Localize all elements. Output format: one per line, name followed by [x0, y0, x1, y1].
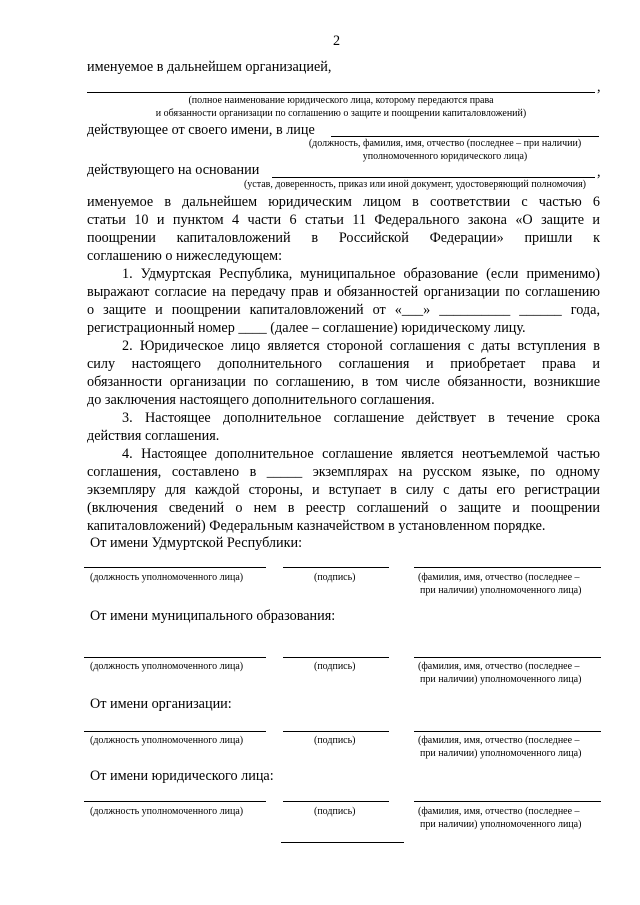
name-caption-1: (фамилия, имя, отчество (последнее – — [418, 661, 580, 672]
org-name-note-2: и обязанности организации по соглашению о защите и поощрении капиталовложений) — [155, 108, 527, 119]
acting-basis-line: действующего на основании — [87, 162, 260, 178]
paragraph-1-line: о защите и поощрении капиталовложений от «___» __________ ______ года, — [87, 302, 600, 318]
paragraph-4-line: (включения сведений о нем в реестр соглашений о защите и поощрении — [87, 500, 600, 516]
paragraph-4-line: соглашения, составлено в _____ экземплярах на русском языке, по одному — [87, 464, 600, 480]
acting-in-person-line: действующее от своего имени, в лице — [87, 122, 315, 138]
signature-line — [283, 657, 389, 658]
name-caption-1: (фамилия, имя, отчество (последнее – — [418, 806, 580, 817]
signature-title-municipality: От имени муниципального образования: — [90, 608, 336, 624]
paragraph-2-line: силу настоящего дополнительного соглашения и приобретает права и — [87, 356, 600, 372]
paragraph-4-line: 4. Настоящее дополнительное соглашение является неотъемлемой частью — [122, 446, 600, 462]
intro-line: именуемое в дальнейшем юридическим лицом в соответствии с частью 6 — [87, 194, 600, 210]
signature-caption: (подпись) — [314, 735, 356, 746]
closing-separator — [281, 842, 404, 843]
signature-title-legal-entity: От имени юридического лица: — [90, 768, 274, 784]
position-caption: (должность уполномоченного лица) — [90, 661, 244, 672]
name-caption-1: (фамилия, имя, отчество (последнее – — [418, 735, 580, 746]
person-note-1: (должность, фамилия, имя, отчество (последнее – при наличии) — [308, 138, 582, 149]
named-org-line: именуемое в дальнейшем организацией, — [87, 59, 332, 75]
signature-line — [283, 731, 389, 732]
basis-note: (устав, доверенность, приказ или иной документ, удостоверяющий полномочия) — [243, 179, 587, 190]
paragraph-3-line: действия соглашения. — [87, 428, 220, 444]
intro-line: соглашению о нижеследующем: — [87, 248, 283, 264]
name-caption-2: при наличии) уполномоченного лица) — [420, 674, 582, 685]
position-line — [84, 567, 266, 568]
position-caption: (должность уполномоченного лица) — [90, 735, 244, 746]
paragraph-4-line: капиталовложений) Федеральным казначейством в установленном порядке. — [87, 518, 546, 534]
name-line — [414, 657, 601, 658]
page-number: 2 — [333, 33, 341, 49]
signature-caption: (подпись) — [314, 572, 356, 583]
position-caption: (должность уполномоченного лица) — [90, 572, 244, 583]
basis-fill-line — [272, 177, 595, 178]
name-caption-1: (фамилия, имя, отчество (последнее – — [418, 572, 580, 583]
paragraph-2-line: обязанности организации по соглашению, в том числе обязанности, возникшие — [87, 374, 600, 390]
intro-line: статьи 10 и пунктом 4 части 6 статьи 11 Федерального закона «О защите и — [87, 212, 600, 228]
intro-line: поощрении капиталовложений в Российской Федерации» пришли к — [87, 230, 600, 246]
paragraph-1-line: выражают согласие на передачу прав и обязанностей организации по соглашению — [87, 284, 600, 300]
person-fill-line — [331, 136, 599, 137]
signature-line — [283, 801, 389, 802]
trailing-comma: , — [597, 79, 601, 95]
paragraph-1-line: регистрационный номер ____ (далее – соглашение) юридическому лицу. — [87, 320, 526, 336]
name-line — [414, 801, 601, 802]
name-line — [414, 567, 601, 568]
signature-caption: (подпись) — [314, 806, 356, 817]
signature-title-organization: От имени организации: — [90, 696, 232, 712]
signature-caption: (подпись) — [314, 661, 356, 672]
paragraph-4-line: экземпляру для каждой стороны, и вступает в силу с даты его регистрации — [87, 482, 600, 498]
paragraph-2-line: 2. Юридическое лицо является стороной соглашения с даты вступления в — [122, 338, 600, 354]
position-line — [84, 657, 266, 658]
name-caption-2: при наличии) уполномоченного лица) — [420, 748, 582, 759]
position-caption: (должность уполномоченного лица) — [90, 806, 244, 817]
basis-trailing-comma: , — [597, 164, 601, 180]
org-name-fill-line — [87, 92, 595, 93]
name-caption-2: при наличии) уполномоченного лица) — [420, 819, 582, 830]
name-caption-2: при наличии) уполномоченного лица) — [420, 585, 582, 596]
name-line — [414, 731, 601, 732]
signature-line — [283, 567, 389, 568]
person-note-2: уполномоченного юридического лица) — [362, 151, 528, 162]
paragraph-1-line: 1. Удмуртская Республика, муниципальное образование (если применимо) — [122, 266, 600, 282]
paragraph-3-line: 3. Настоящее дополнительное соглашение действует в течение срока — [122, 410, 600, 426]
position-line — [84, 801, 266, 802]
paragraph-2-line: до заключения настоящего дополнительного соглашения. — [87, 392, 435, 408]
signature-title-republic: От имени Удмуртской Республики: — [90, 535, 303, 551]
position-line — [84, 731, 266, 732]
org-name-note-1: (полное наименование юридического лица, которому передаются права — [188, 95, 494, 106]
